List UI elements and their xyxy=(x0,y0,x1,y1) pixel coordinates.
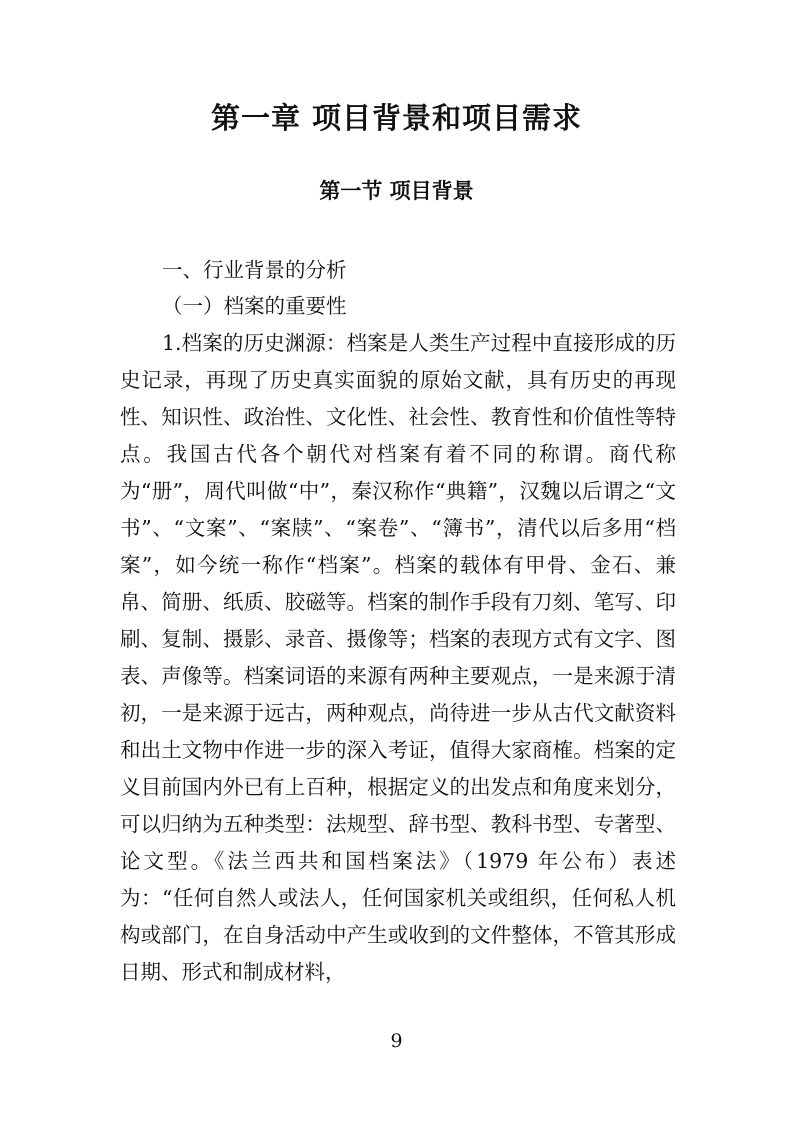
heading-level-1: 一、行业背景的分析 xyxy=(162,258,347,282)
heading-level-2: （一）档案的重要性 xyxy=(162,294,347,318)
chapter-title: 第一章 项目背景和项目需求 xyxy=(210,101,583,135)
body-paragraph: 1.档案的历史渊源：档案是人类生产过程中直接形成的历史记录，再现了历史真实面貌的原始文献，具有历史的再现性、知识性、政治性、文化性、社会性、教育性和价值性等特点。我国古代各个朝代对档案有着不同的称谓。商代称为“册”，周代叫做“中”，秦汉称作“典籍”，汉魏以后谓之“文书”、“文案”、“案牍”、“案卷”、“簿书”，清代以后多用“档案”，如今统一称作“档案”。档案的载体有甲骨、金石、兼帛、简册、纸质、胶磁等。档案的制作手段有刀刻、笔写、印刷、复制、摄影、录音、摄像等；档案的表现方式有文字、图表、声像等。档案词语的来源有两种主要观点，一是来源于清初，一是来源于远古，两种观点，尚待进一步从古代文献资料和出土文物中作进一步的深入考证，值得大家商榷。档案的定义目前国内外已有上百种，根据定义的出发点和角度来划分，可以归纳为五种类型：法规型、辞书型、教科书型、专著型、论文型。《法兰西共和国档案法》（1979 年公布）表述为：“任何自然人或法人，任何国家机关或组织，任何私人机构或部门，在自身活动中产生或收到的文件整体，不管其形成日期、形式和制成材料， xyxy=(120,331,676,984)
page-number: 9 xyxy=(390,1030,403,1052)
section-title: 第一节 项目背景 xyxy=(319,179,474,203)
